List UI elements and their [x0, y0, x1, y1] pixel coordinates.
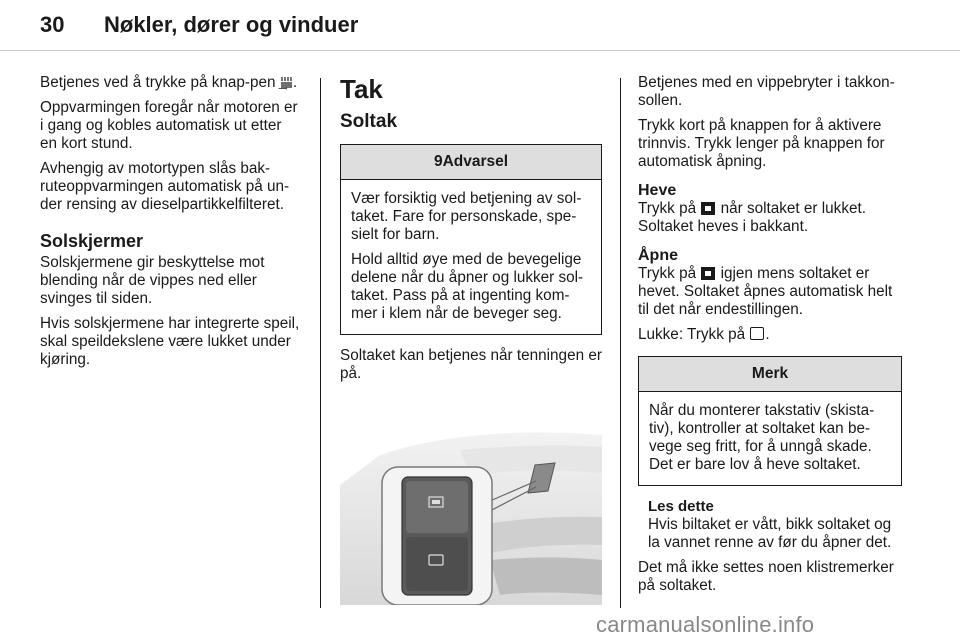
warning-header — [341, 145, 601, 180]
paragraph-text: når soltaket er lukket. Soltaket heves i bakkant. — [638, 200, 866, 235]
heading-tak: Tak — [340, 74, 383, 104]
sunroof-close-icon — [750, 327, 764, 340]
warning-paragraph-2: Hold alltid øye med de bevegelige delene når du åpner og lukker sol-taket. Pass på at ingenting kom-mer i klem når de beveger seg. — [351, 251, 584, 322]
paragraph-text: Trykk på — [638, 265, 701, 282]
paragraph-stickers: Det må ikke settes noen klistremerker på soltaket. — [638, 559, 894, 594]
paragraph-heated-window — [40, 74, 302, 92]
column-divider — [320, 78, 321, 608]
heading-apne: Åpne — [638, 247, 678, 264]
heading-soltak: Soltak — [340, 111, 398, 132]
column-middle — [340, 74, 602, 605]
page-title: Nøkler, dører og vinduer — [104, 12, 359, 37]
warning-box — [340, 144, 602, 335]
watermark: carmanualsonline.info — [596, 612, 815, 637]
warning-body — [341, 180, 601, 334]
paragraph-text: Betjenes ved å trykke på knap-pen — [40, 74, 280, 91]
paragraph-text: . — [765, 326, 770, 343]
paragraph-diesel: Avhengig av motortypen slås bak-ruteoppvarmingen automatisk på un-der rensing av dieselpartikkelfilteret. — [40, 160, 290, 213]
warning-icon: 9 — [433, 153, 443, 170]
paragraph-heve — [638, 200, 902, 236]
note-box — [638, 356, 902, 486]
sunroof-raise-icon — [701, 202, 715, 215]
caution-body: Hvis biltaket er vått, bikk soltaket og la vannet renne av før du åpner det. — [648, 516, 892, 551]
paragraph-heating: Oppvarmingen foregår når motoren er i gang og kobles automatisk ut etter en kort stund. — [40, 99, 298, 152]
heading-solskjermer: Solskjermer — [40, 231, 144, 251]
paragraph-rocker: Betjenes med en vippebryter i takkon-sollen. — [638, 74, 895, 109]
column-divider — [620, 78, 621, 608]
heated-rear-window-icon — [280, 74, 293, 91]
paragraph-mirrors: Hvis solskjermene har integrerte speil, skal speildekslene være lukket under kjøring. — [40, 315, 300, 368]
paragraph-text: Trykk på — [638, 200, 701, 217]
paragraph-end: . — [292, 74, 298, 91]
header-divider — [0, 50, 960, 51]
paragraph-apne — [638, 265, 902, 319]
paragraph-sunvisors: Solskjermene gir beskyttelse mot blending når de vippes ned eller svinges til siden. — [40, 254, 265, 307]
sunroof-switch-illustration — [340, 395, 602, 605]
warning-title: Advarsel — [442, 153, 509, 170]
column-right — [638, 74, 902, 602]
caution-title: Les dette — [648, 498, 714, 515]
paragraph-lukke — [638, 326, 902, 344]
page-header — [0, 0, 960, 50]
caution-note — [638, 498, 902, 552]
note-header: Merk — [639, 357, 901, 392]
column-left — [40, 74, 302, 376]
paragraph-text: igjen mens soltaket er hevet. Soltaket åpnes automatisk helt til det når endestillingen. — [638, 265, 893, 318]
note-body — [639, 392, 901, 485]
heading-heve: Heve — [638, 182, 677, 199]
page-number: 30 — [40, 12, 65, 37]
paragraph-press: Trykk kort på knappen for å aktivere trinnvis. Trykk lenger på knappen for automatisk åpning. — [638, 117, 885, 170]
paragraph-text: Lukke: Trykk på — [638, 326, 750, 343]
sunroof-raise-icon — [701, 267, 715, 280]
warning-paragraph-1: Vær forsiktig ved betjening av sol-taket. Fare for personskade, spe-sielt for barn. — [351, 190, 582, 243]
note-paragraph: Når du monterer takstativ (skista-tiv), kontroller at soltaket kan be-vege seg fritt, for å unngå skade. Det er bare lov å heve soltaket. — [649, 402, 875, 473]
paragraph-ignition: Soltaket kan betjenes når tenningen er på. — [340, 347, 602, 382]
